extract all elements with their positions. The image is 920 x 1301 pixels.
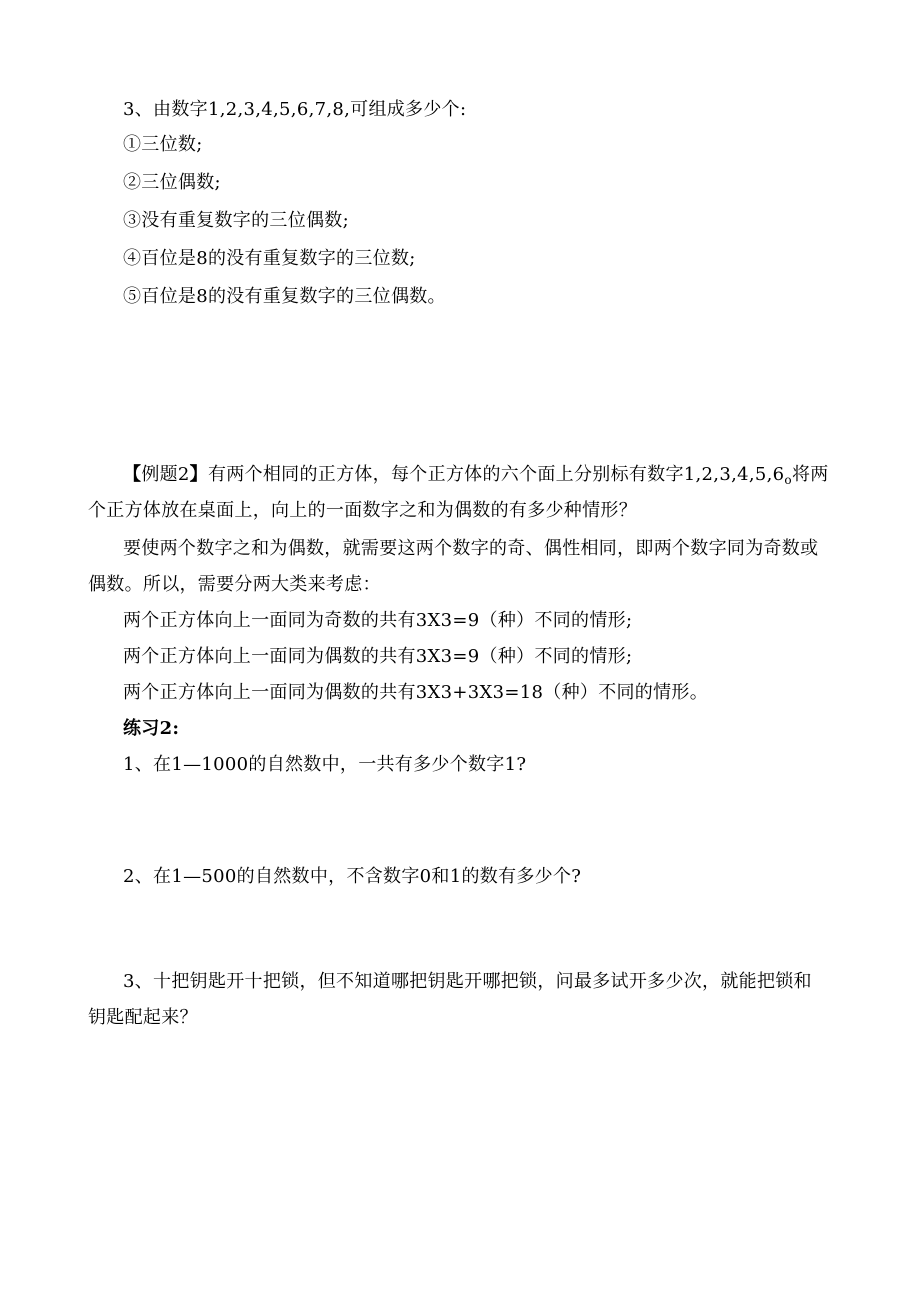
practice-2-question-2: 2、在1—500的自然数中，不含数字0和1的数有多少个? [123,866,582,887]
example-2-line-2: 个正方体放在桌面上，向上的一面数字之和为偶数的有多少种情形？ [88,500,637,521]
practice-2-question-3-line-1: 3、十把钥匙开十把锁，但不知道哪把钥匙开哪把锁，问最多试开多少次，就能把锁和 [123,971,812,992]
solution-line-1: 要使两个数字之和为偶数，就需要这两个数字的奇、偶性相同，即两个数字同为奇数或 [123,538,819,559]
question-3-item-4: ④百位是8的没有重复数字的三位数; [123,248,416,269]
case-even: 两个正方体向上一面同为偶数的共有3X3=9（种）不同的情形; [123,646,633,667]
example-2-text: 有两个相同的正方体，每个正方体的六个面上分别标有数字1,2,3,4,5,6 [207,464,785,485]
example-2-subscript: o [784,473,792,487]
case-total: 两个正方体向上一面同为偶数的共有3X3+3X3=18（种）不同的情形。 [123,682,709,703]
example-2-bracket-open: 【 [123,464,142,485]
example-2-label: 例题2 [141,464,190,485]
question-3-item-1: ①三位数; [123,134,203,155]
example-2-line-1 [123,463,829,492]
example-2-bracket-close: 】 [189,464,208,485]
question-3-item-3: ③没有重复数字的三位偶数; [123,210,349,231]
solution-line-2: 偶数。所以，需要分两大类来考虑： [88,574,381,595]
question-3-item-5: ⑤百位是8的没有重复数字的三位偶数。 [123,286,446,307]
example-2-tail: 将两 [791,464,829,485]
practice-2-heading: 练习2: [123,718,180,739]
case-odd: 两个正方体向上一面同为奇数的共有3X3=9（种）不同的情形; [123,610,633,631]
practice-2-question-3-line-2: 钥匙配起来？ [88,1007,198,1028]
question-3-item-2: ②三位偶数; [123,172,221,193]
practice-2-question-1: 1、在1—1000的自然数中，一共有多少个数字1? [123,754,527,775]
question-3-title: 3、由数字1,2,3,4,5,6,7,8,可组成多少个: [123,99,467,120]
